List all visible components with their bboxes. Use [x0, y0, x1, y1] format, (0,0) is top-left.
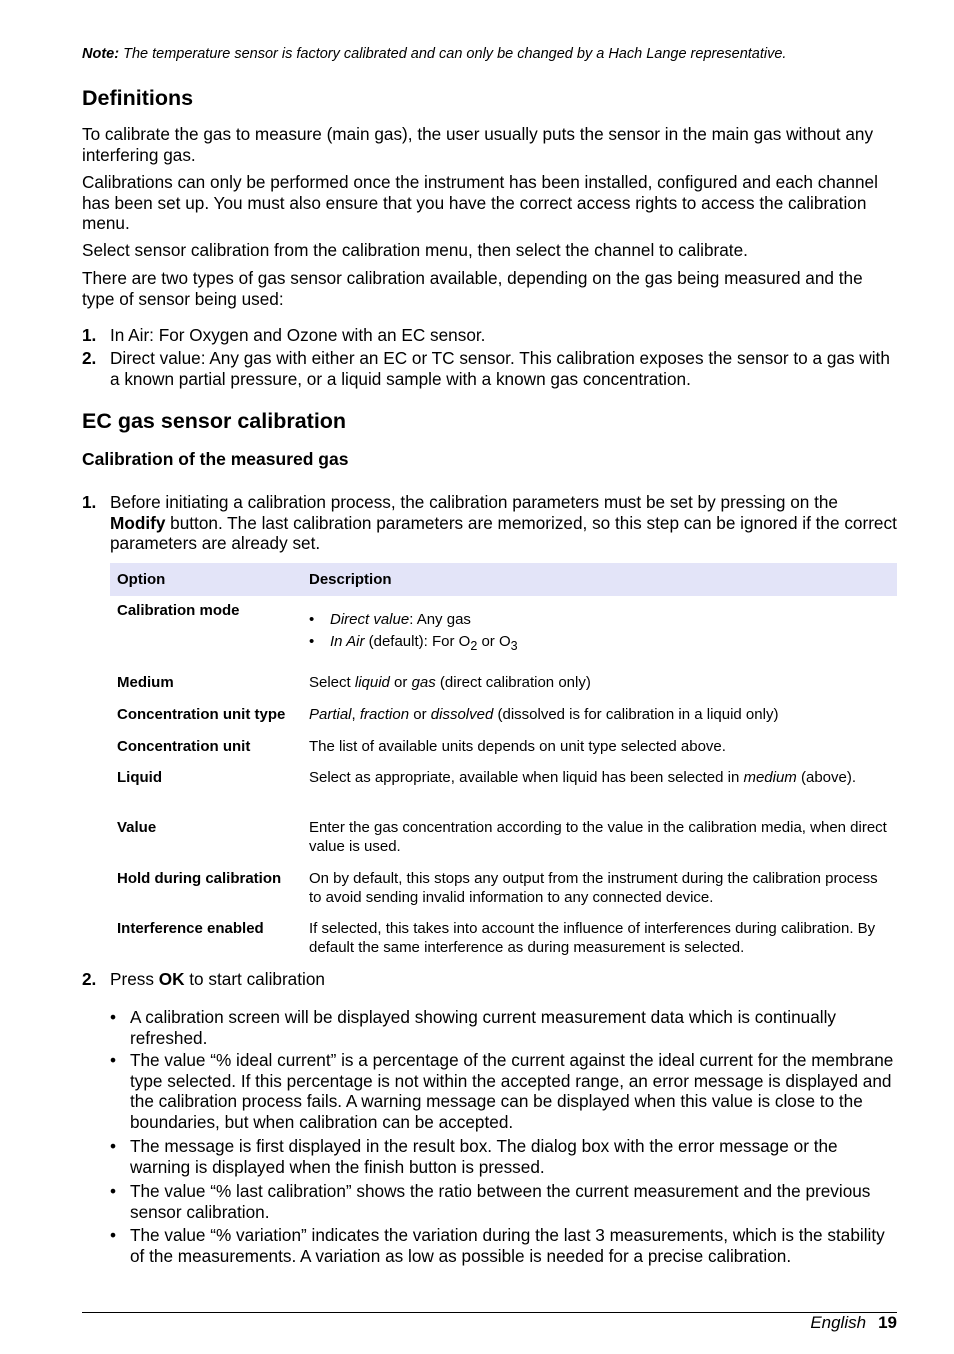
definitions-paragraph: Calibrations can only be performed once the instrument has been installed, configured and each channel has been set up. You must also ensure that you have the correct access rights to access the calibration menu. — [82, 172, 878, 233]
step-1-text: Before initiating a calibration process, the calibration parameters must be set by pressing on the Modify button. The last calibration parameters are memorized, so this step can be ignored if the correct parameters are already set. — [110, 492, 897, 553]
footer-rule — [82, 1312, 897, 1313]
option-description: Enter the gas concentration according to the value in the calibration media, when direct value is used. — [309, 819, 887, 855]
option-description: The list of available units depends on unit type selected above. — [309, 738, 726, 755]
note-label: Note: — [82, 46, 120, 62]
bullet-item: • The value “% variation” indicates the variation during the last 3 measurements, which is the stability of the measurements. A variation as low as possible is needed for a precise calibration. — [110, 1225, 885, 1266]
list-text: Direct value: Any gas with either an EC or TC sensor. This calibration exposes the sensor to a gas with a known partial pressure, or a liquid sample with a known gas concentration. — [110, 348, 890, 389]
list-number: 1. — [82, 492, 97, 512]
option-name: Liquid — [117, 769, 162, 786]
options-table — [110, 563, 897, 956]
modify-label: Modify — [110, 512, 166, 533]
table-bullet: • Direct value: Any gas — [309, 611, 471, 628]
option-description: If selected, this takes into account the influence of interferences during calibration. By default the same interference as during measurement is selected. — [309, 920, 876, 956]
option-name: Concentration unit — [117, 738, 251, 755]
option-description: Select as appropriate, available when liquid has been selected in medium (above). — [309, 769, 857, 786]
option-name: Value — [117, 819, 157, 836]
note — [82, 46, 786, 62]
footer-language: English — [810, 1313, 867, 1332]
step-2-text: Press OK to start calibration — [110, 969, 325, 989]
list-item — [82, 348, 897, 389]
definitions-paragraph: To calibrate the gas to measure (main gas), the user usually puts the sensor in the main gas without any interfering gas. — [82, 124, 874, 165]
option-name: Concentration unit type — [117, 706, 286, 723]
option-name: Interference enabled — [117, 920, 264, 937]
bullet-item: • The value “% ideal current” is a percentage of the current against the ideal current for the membrane type selected. If this percentage is not within the accepted range, an error message is displayed and the calibration process fails. A warning message can be displayed when this value is close to the boundaries, but when calibration can be accepted. — [110, 1050, 894, 1132]
option-description: On by default, this stops any output from the instrument during the calibration process to avoid sending invalid information to any connected device. — [309, 870, 878, 906]
step-2 — [82, 969, 897, 990]
option-name: Calibration mode — [117, 602, 240, 619]
bullet-item: • The message is first displayed in the result box. The dialog box with the error message or the warning is displayed when the finish button is pressed. — [110, 1136, 838, 1177]
list-number: 1. — [82, 325, 97, 345]
column-header-description: Description — [309, 571, 392, 588]
option-name: Medium — [117, 674, 174, 691]
list-item — [82, 325, 897, 346]
table-header — [110, 563, 897, 596]
ec-section-heading: EC gas sensor calibration — [82, 409, 347, 433]
bullet-item: • The value “% last calibration” shows the ratio between the current measurement and the previous sensor calibration. — [110, 1181, 871, 1222]
option-name: Hold during calibration — [117, 870, 282, 887]
bullet-item: • A calibration screen will be displayed showing current measurement data which is continually refreshed. — [110, 1007, 837, 1048]
definitions-paragraph: There are two types of gas sensor calibration available, depending on the gas being measured and the type of sensor being used: — [82, 268, 863, 309]
definitions-paragraph: Select sensor calibration from the calibration menu, then select the channel to calibrate. — [82, 240, 748, 260]
note-text: The temperature sensor is factory calibrated and can only be changed by a Hach Lange representative. — [123, 46, 787, 62]
page-footer — [810, 1313, 897, 1333]
table-bullet: • In Air (default): For $O_2$ or $O_3$ — [309, 633, 518, 653]
ec-section-subheading: Calibration of the measured gas — [82, 449, 349, 469]
step-1 — [82, 492, 897, 554]
list-number: 2. — [82, 348, 97, 368]
option-description: Partial, fraction or dissolved (dissolved is for calibration in a liquid only) — [309, 706, 779, 723]
column-header-option: Option — [117, 571, 166, 588]
page-number: 19 — [878, 1313, 897, 1332]
definitions-heading: Definitions — [82, 86, 194, 110]
list-number: 2. — [82, 969, 97, 989]
list-text: In Air: For Oxygen and Ozone with an EC sensor. — [110, 325, 486, 345]
ok-label: OK — [158, 969, 185, 989]
option-description: Select liquid or gas (direct calibration only) — [309, 674, 591, 691]
